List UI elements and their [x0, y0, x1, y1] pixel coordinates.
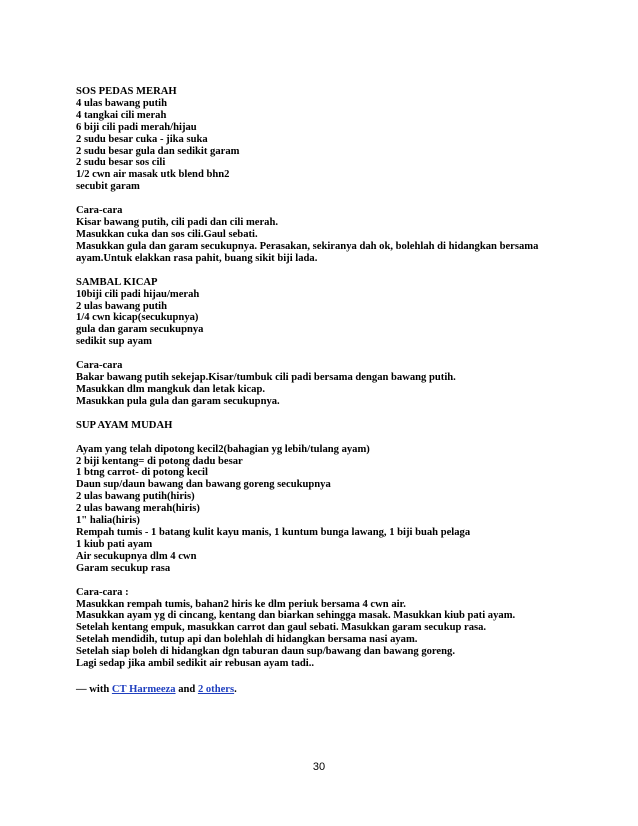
text-line: Masukkan pula gula dan garam secukupnya. [76, 395, 280, 407]
text-line: 1" halia(hiris) [76, 515, 140, 527]
with-suffix: . [234, 683, 237, 695]
text-line: 1 kiub pati ayam [76, 538, 153, 550]
text-line: 4 ulas bawang putih [76, 97, 167, 109]
text-line: 2 ulas bawang putih(hiris) [76, 491, 195, 503]
text-line: SAMBAL KICAP [76, 276, 158, 288]
text-section [76, 587, 576, 670]
tagged-person-link[interactable]: CT Harmeeza [111, 683, 176, 695]
text-line: 2 ulas bawang putih [76, 300, 167, 312]
text-line: Ayam yang telah dipotong kecil2(bahagian yg lebih/tulang ayam) [76, 443, 370, 455]
text-line: Air secukupnya dlm 4 cwn [76, 550, 197, 562]
text-line: Kisar bawang putih, cili padi dan cili merah. [76, 217, 279, 229]
text-line: 1/2 cwn air masak utk blend bhn2 [76, 169, 230, 181]
text-line: Lagi sedap jika ambil sedikit air rebusan ayam tadi.. [76, 658, 315, 670]
text-section [76, 360, 576, 408]
text-section [76, 444, 576, 575]
text-line: Masukkan dlm mangkuk dan letak kicap. [76, 383, 265, 395]
text-line: SOS PEDAS MERAH [76, 86, 177, 97]
text-line: Rempah tumis - 1 batang kulit kayu manis, 1 kuntum bunga lawang, 1 biji buah pelaga [76, 527, 471, 538]
text-line: Masukkan ayam yg di cincang, kentang dan biarkan sehingga masak. Masukkan kiub pati ayam. [76, 610, 516, 622]
text-line: 2 biji kentang= di potong dadu besar [76, 455, 243, 467]
section-gap [76, 670, 576, 682]
with-prefix: — with [76, 683, 112, 695]
text-line: 2 ulas bawang merah(hiris) [76, 503, 200, 515]
text-section [76, 277, 576, 348]
text-line: Setelah siap boleh di hidangkan dgn taburan daun sup/bawang dan bawang goreng. [76, 646, 455, 658]
text-section [76, 86, 576, 193]
text-line: Garam secukup rasa [76, 562, 171, 574]
text-line: sedikit sup ayam [76, 336, 152, 348]
text-line: ayam.Untuk elakkan rasa pahit, buang sikit biji lada. [76, 252, 318, 264]
section-gap [76, 408, 576, 420]
section-gap [76, 348, 576, 360]
text-line: 4 tangkai cili merah [76, 109, 167, 121]
section-gap [76, 432, 576, 444]
text-line: gula dan garam secukupnya [76, 324, 204, 336]
text-section [76, 420, 576, 432]
text-line: Masukkan gula dan garam secukupnya. Perasakan, sekiranya dah ok, bolehlah di hidangkan bersama [76, 240, 539, 252]
text-line: 2 sudu besar sos cili [76, 157, 166, 169]
text-line: 6 biji cili padi merah/hijau [76, 121, 197, 133]
text-line: 2 sudu besar cuka - jika suka [76, 133, 208, 145]
text-line: secubit garam [76, 181, 140, 193]
text-section [76, 205, 576, 265]
text-line: SUP AYAM MUDAH [76, 419, 173, 431]
section-gap [76, 193, 576, 205]
text-line: Masukkan rempah tumis, bahan2 hiris ke dlm periuk bersama 4 cwn air. [76, 598, 406, 610]
text-line: Bakar bawang putih sekejap.Kisar/tumbuk cili padi bersama dengan bawang putih. [76, 372, 456, 384]
text-line: Setelah kentang empuk, masukkan carrot dan gaul sebati. Masukkan garam secukup rasa. [76, 622, 487, 634]
tagged-others-link[interactable]: 2 others [197, 683, 235, 695]
text-line: 1/4 cwn kicap(secukupnya) [76, 312, 199, 324]
text-line: Cara-cara : [76, 586, 129, 598]
with-and: and [175, 683, 198, 695]
text-line: Setelah mendidih, tutup api dan bolehlah di hidangkan bersama nasi ayam. [76, 634, 418, 646]
text-line: Cara-cara [76, 205, 123, 217]
text-line: 1 btng carrot- di potong kecil [76, 467, 208, 479]
page-number: 30 [312, 761, 326, 773]
recipe-text [76, 86, 576, 696]
section-gap [76, 265, 576, 277]
text-line: Masukkan cuka dan sos cili.Gaul sebati. [76, 228, 258, 240]
section-gap [76, 575, 576, 587]
text-line: 2 sudu besar gula dan sedikit garam [76, 145, 240, 157]
text-line: Daun sup/daun bawang dan bawang goreng secukupnya [76, 479, 331, 491]
text-line: 10biji cili padi hijau/merah [76, 288, 200, 300]
tagged-with-line [76, 684, 576, 696]
text-line: Cara-cara [76, 360, 123, 372]
